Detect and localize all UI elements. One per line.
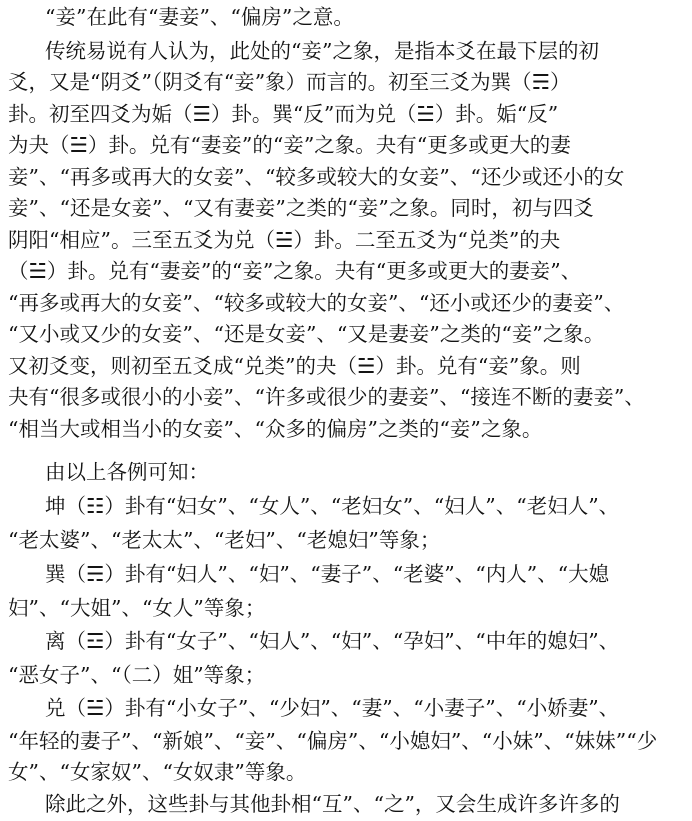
text-line-16: 坤（☷）卦有“妇女”、“女人”、“老妇女”、“妇人”、“老妇人”、 [45,494,620,518]
text-line-15: 由以上各例可知： [45,460,209,484]
text-line-11: “又小或又少的女妾”、“还是女妾”、“又是妻妾”之类的“妾”之象。 [8,322,605,346]
text-line-12: 又初爻变，则初至五爻成“兑类”的夬（☱）卦。兑有“妾”象。则 [8,354,581,378]
text-line-19: 妇”、“大姐”、“女人”等象； [8,596,266,620]
text-line-5: 为夬（☱）卦。兑有“妻妾”的“妾”之象。夬有“更多或更大的妻 [8,133,571,157]
text-line-4: 卦。初至四爻为姤（☰）卦。巽“反”而为兑（☱）卦。姤“反” [8,102,559,126]
text-line-21: “恶女子”、“（二）姐”等象； [8,663,266,687]
text-line-17: “老太婆”、“老太太”、“老妇”、“老媳妇”等象； [8,528,441,552]
text-line-23: “年轻的妻子”、“新娘”、“妾”、“偏房”、“小媳妇”、“小妹”、“妹妹”“少 [8,729,658,753]
text-line-8: 阴阳“相应”。三至五爻为兑（☱）卦。二至五爻为“兑类”的夬 [8,228,561,252]
text-line-24: 女”、“女家奴”、“女奴隶”等象。 [8,760,307,784]
text-line-13: 夬有“很多或很小的小妾”、“许多或很少的妻妾”、“接连不断的妻妾”、 [8,385,645,409]
text-line-10: “再多或再大的女妾”、“较多或较大的女妾”、“还小或还少的妻妾”、 [8,291,625,315]
text-line-20: 离（☲）卦有“女子”、“妇人”、“妇”、“孕妇”、“中年的媳妇”、 [45,629,620,653]
text-line-6: 妾”、“再多或再大的女妾”、“较多或较大的女妾”、“还少或还小的女 [8,165,625,189]
text-line-2: 传统易说有人认为，此处的“妾”之象，是指本爻在最下层的初 [45,39,599,63]
text-line-25: 除此之外，这些卦与其他卦相“互”、“之”，又会生成许多许多的 [45,792,620,816]
text-line-1: “妾”在此有“妻妾”、“偏房”之意。 [45,5,354,29]
text-line-22: 兑（☱）卦有“小女子”、“少妇”、“妻”、“小妻子”、“小娇妻”、 [45,696,620,720]
text-line-9: （☱）卦。兑有“妻妾”的“妾”之象。夬有“更多或更大的妻妾”、 [8,259,582,283]
text-line-7: 妾”、“还是女妾”、“又有妻妾”之类的“妾”之象。同时，初与四爻 [8,196,594,220]
text-line-3: 爻，又是“阴爻”（阴爻有“妾”象）而言的。初至三爻为巽（☴） [8,70,571,94]
text-line-14: “相当大或相当小的女妾”、“众多的偏房”之类的“妾”之象。 [8,417,543,441]
text-line-18: 巽（☴）卦有“妇人”、“妇”、“妻子”、“老婆”、“内人”、“大媳 [45,562,610,586]
